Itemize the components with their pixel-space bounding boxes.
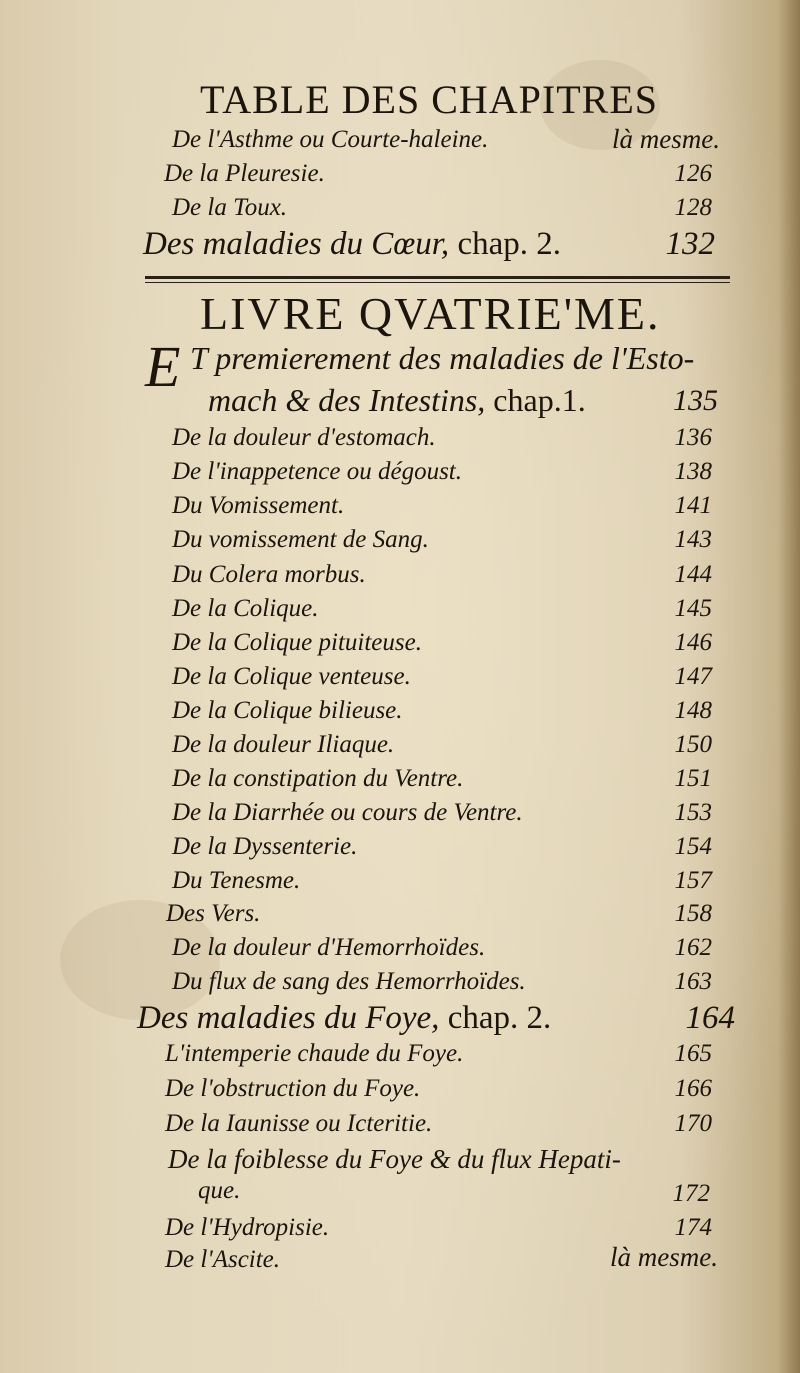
chapter-title: Des maladies du Cœur,	[143, 226, 450, 262]
toc-entry-title: De la douleur d'Hemorrhoïdes.	[172, 934, 486, 961]
toc-entry-title: De la Toux.	[172, 194, 288, 221]
chapter-heading	[137, 1000, 551, 1037]
toc-entry-title: De la constipation du Ventre.	[172, 765, 464, 792]
chapter-page: 132	[665, 226, 715, 262]
toc-entry-title: De l'inappetence ou dégoust.	[172, 458, 462, 485]
toc-entry-continuation: que.	[198, 1177, 241, 1204]
ornamental-rule	[145, 276, 730, 279]
toc-entry-page: 147	[674, 663, 712, 690]
toc-entry-page: 144	[674, 561, 712, 588]
chapter-title-line2: mach & des Intestins,	[208, 382, 486, 418]
toc-entry-title: De la Diarrhée ou cours de Ventre.	[172, 799, 523, 826]
toc-entry-page: 150	[674, 731, 712, 758]
chapter-heading	[208, 382, 586, 419]
toc-entry-page: 128	[674, 194, 712, 221]
chapter-number: chap.1.	[493, 382, 586, 418]
toc-entry-title: De l'obstruction du Foye.	[165, 1075, 421, 1102]
drop-capital: E	[145, 334, 181, 399]
chapter-number: chap. 2.	[457, 226, 561, 262]
toc-entry-page: 174	[674, 1214, 712, 1241]
toc-entry-page: 165	[674, 1040, 712, 1067]
toc-entry-page: 138	[674, 458, 712, 485]
toc-entry-title: De la douleur d'estomach.	[172, 424, 436, 451]
toc-entry-page: 166	[674, 1075, 712, 1102]
chapter-heading	[143, 226, 561, 263]
toc-entry-page: 153	[674, 799, 712, 826]
toc-entry-title: De la Iaunisse ou Icteritie.	[165, 1110, 433, 1137]
book-title: LIVRE QVATRIE'ME.	[200, 288, 661, 339]
toc-entry-page: là mesme.	[612, 124, 720, 154]
chapter-page: 135	[673, 384, 718, 417]
toc-entry-title: L'intemperie chaude du Foye.	[165, 1040, 464, 1067]
toc-entry-title: De l'Ascite.	[165, 1246, 281, 1273]
running-head: TABLE DES CHAPITRES	[200, 77, 659, 122]
toc-entry-title: Des Vers.	[166, 900, 261, 927]
toc-entry-title: De l'Asthme ou Courte-haleine.	[172, 126, 489, 153]
toc-entry-page: là mesme.	[610, 1242, 718, 1272]
toc-entry-title: De la Colique.	[172, 595, 319, 622]
chapter-number: chap. 2.	[447, 1000, 552, 1036]
toc-entry-page: 170	[674, 1110, 712, 1137]
toc-entry-title: De la douleur Iliaque.	[172, 731, 395, 758]
toc-entry-page: 146	[674, 629, 712, 656]
toc-entry-title: De la Colique venteuse.	[172, 663, 411, 690]
toc-entry-page: 126	[674, 160, 712, 187]
toc-entry-page: 141	[674, 492, 712, 519]
toc-entry-page: 163	[674, 968, 712, 995]
ornamental-rule	[145, 282, 730, 283]
toc-entry-page: 158	[674, 900, 712, 927]
toc-entry-page: 143	[674, 526, 712, 553]
toc-entry-title: Du Tenesme.	[172, 867, 301, 894]
toc-entry-page: 162	[674, 934, 712, 961]
chapter-title: Des maladies du Foye,	[137, 1000, 440, 1036]
toc-entry-page: 157	[674, 867, 712, 894]
toc-entry-title: De la Pleuresie.	[164, 160, 325, 187]
chapter-title-line1: T premierement des maladies de l'Esto-	[190, 340, 695, 376]
toc-entry-title: De l'Hydropisie.	[165, 1214, 330, 1241]
toc-entry-title: Du Colera morbus.	[172, 561, 366, 588]
toc-entry-title: De la Colique pituiteuse.	[172, 629, 422, 656]
toc-entry-title: De la Colique bilieuse.	[172, 697, 403, 724]
chapter-page: 164	[685, 1000, 735, 1036]
toc-entry-title: Du Vomissement.	[172, 492, 345, 519]
toc-entry-page: 151	[674, 765, 712, 792]
toc-entry-page: 145	[674, 595, 712, 622]
toc-entry-title: De la foiblesse du Foye & du flux Hepati-	[168, 1144, 621, 1174]
toc-entry-page: 136	[674, 424, 712, 451]
toc-entry-page: 154	[674, 833, 712, 860]
toc-entry-title: De la Dyssenterie.	[172, 833, 358, 860]
toc-entry-title: Du vomissement de Sang.	[172, 526, 429, 553]
toc-entry-title: Du flux de sang des Hemorrhoïdes.	[172, 968, 526, 995]
page-gutter	[778, 0, 800, 1373]
toc-entry-page: 172	[672, 1180, 710, 1207]
toc-entry-page: 148	[674, 697, 712, 724]
